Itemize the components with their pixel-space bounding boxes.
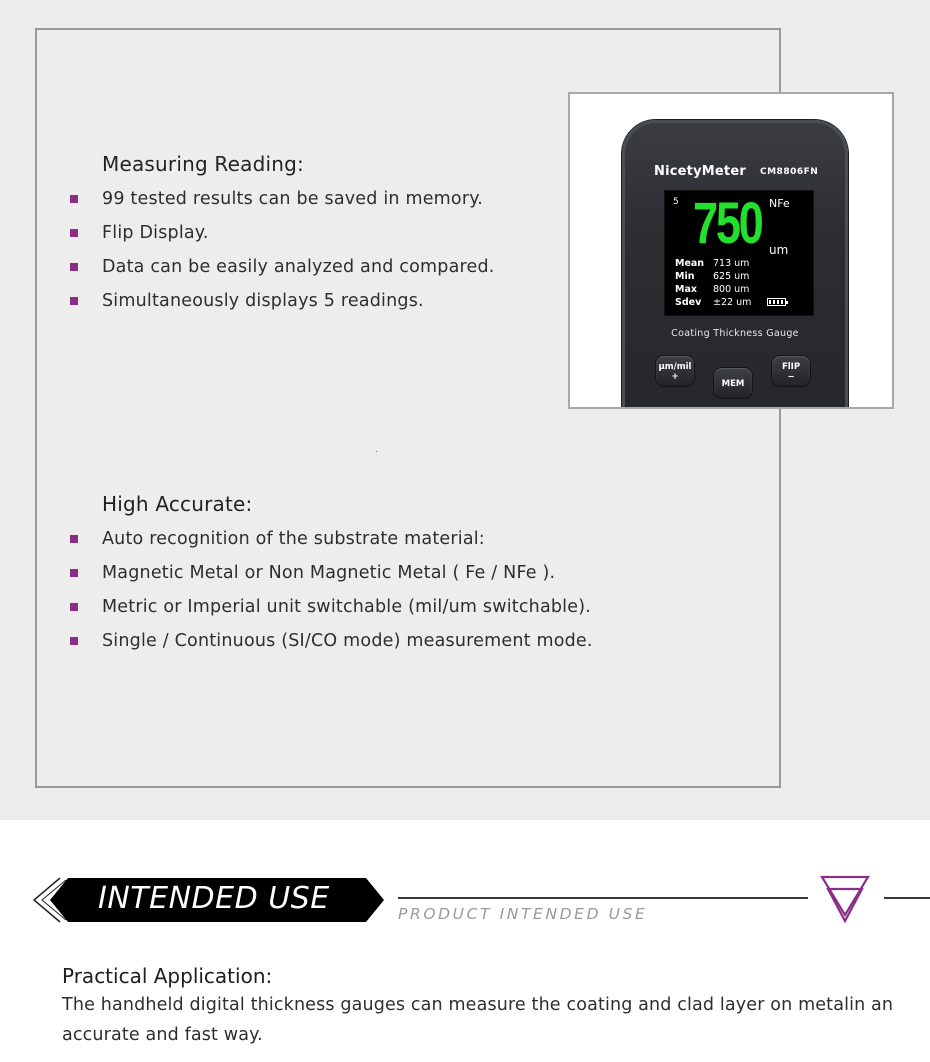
stray-dot (376, 451, 377, 452)
intended-use-title: INTENDED USE (98, 881, 330, 916)
measuring-reading-heading: Measuring Reading: (102, 152, 304, 176)
bullet-square-icon (70, 229, 78, 237)
bullet-square-icon (70, 195, 78, 203)
high-accurate-list (70, 522, 593, 658)
product-photo (568, 92, 894, 409)
divider-line (884, 897, 930, 899)
list-item: Single / Continuous (SI/CO mode) measurement mode. (70, 624, 593, 658)
unit-label: um (769, 243, 789, 257)
battery-icon (767, 298, 786, 306)
list-item: Flip Display. (70, 216, 495, 250)
list-item: 99 tested results can be saved in memory. (70, 182, 495, 216)
list-item: Magnetic Metal or Non Magnetic Metal ( Fe / NFe ). (70, 556, 593, 590)
device-model: CM8806FN (760, 167, 819, 177)
reading-index: 5 (673, 197, 679, 207)
stat-row: Sdev ±22 um (675, 297, 752, 308)
stat-row: Mean 713 um (675, 258, 750, 269)
practical-application-heading: Practical Application: (62, 964, 273, 988)
list-item: Metric or Imperial unit switchable (mil/um switchable). (70, 590, 593, 624)
bullet-square-icon (70, 603, 78, 611)
practical-application-text: The handheld digital thickness gauges can measure the coating and clad layer on metalin an accurate and fast way. (62, 995, 894, 1045)
divider-line (398, 897, 808, 899)
main-reading: 750 (693, 191, 762, 256)
high-accurate-heading: High Accurate: (102, 492, 253, 516)
measuring-reading-list (70, 182, 495, 318)
device-screen (664, 190, 814, 316)
device-brand: NicetyMeter (654, 164, 746, 179)
flip-button: FlIP − (772, 356, 810, 386)
unit-toggle-button: µm/mil + (656, 356, 694, 386)
bullet-square-icon (70, 297, 78, 305)
double-triangle-icon (818, 873, 872, 927)
bullet-square-icon (70, 535, 78, 543)
mem-button: MEM (714, 368, 752, 398)
bullet-square-icon (70, 263, 78, 271)
list-item: Simultaneously displays 5 readings. (70, 284, 495, 318)
stat-row: Max 800 um (675, 284, 750, 295)
device-caption: Coating Thickness Gauge (671, 328, 799, 339)
thickness-gauge-device (622, 120, 848, 409)
intended-use-subtitle: PRODUCT INTENDED USE (398, 905, 648, 923)
stats-block (675, 257, 751, 309)
stat-row: Min 625 um (675, 271, 750, 282)
list-item: Data can be easily analyzed and compared. (70, 250, 495, 284)
bullet-square-icon (70, 569, 78, 577)
substrate-label: NFe (769, 197, 790, 210)
bullet-square-icon (70, 637, 78, 645)
list-item: Auto recognition of the substrate material: (70, 522, 593, 556)
